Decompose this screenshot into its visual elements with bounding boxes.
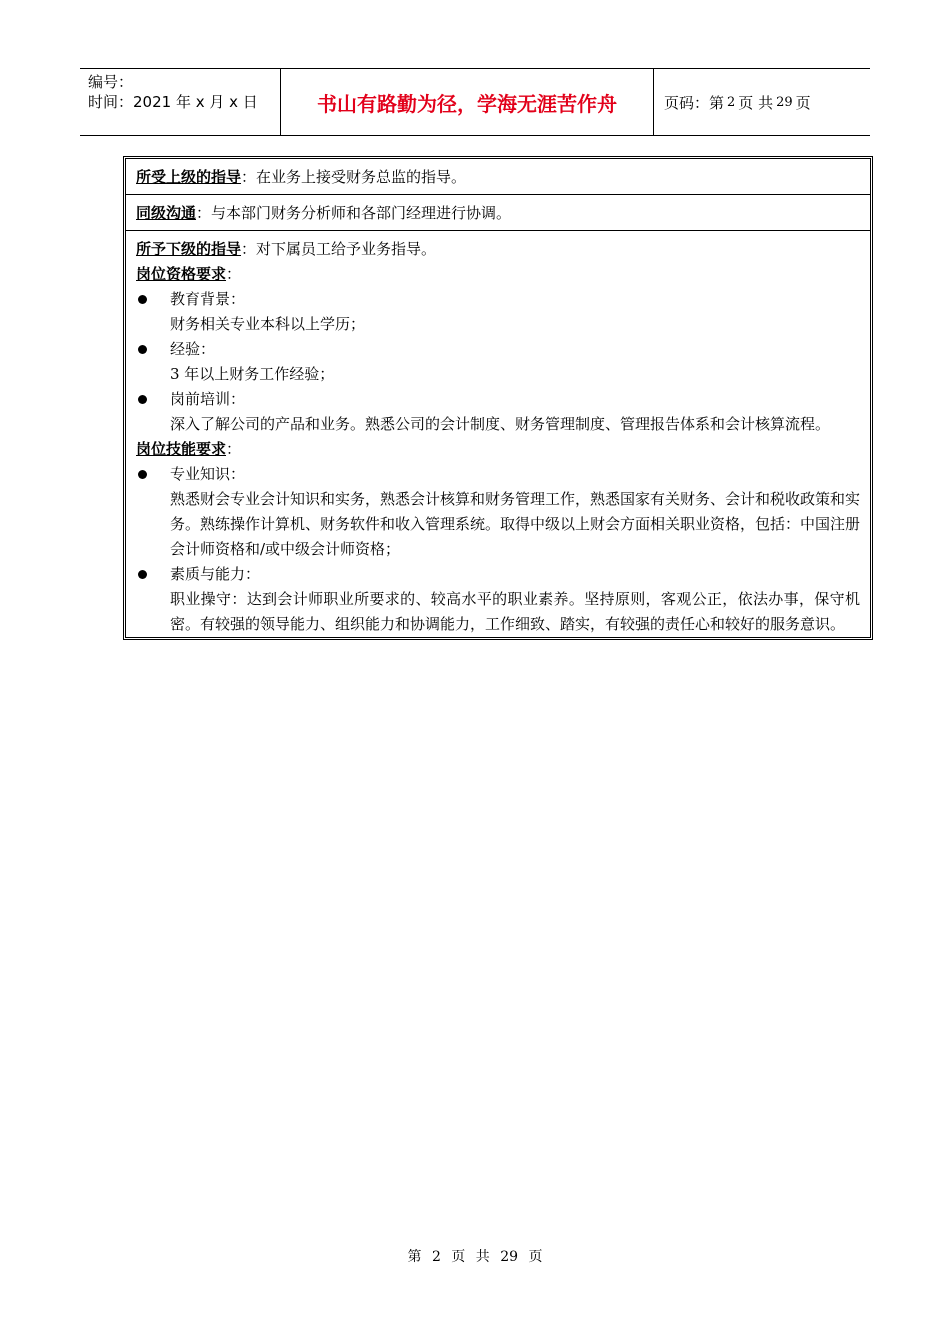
code-label: 编号： <box>88 73 134 91</box>
list-item <box>136 462 860 487</box>
page-suffix: 页 <box>795 93 811 112</box>
page-footer: 第 2 页 共 29 页 <box>407 1249 543 1265</box>
bullet-icon <box>138 470 147 479</box>
page-total: 29 <box>776 94 793 110</box>
peer-label: 同级沟通 <box>136 204 197 222</box>
list-item <box>136 337 860 362</box>
subordinate-label: 所予下级的指导 <box>136 240 242 258</box>
bullet-icon <box>138 345 147 354</box>
header-page-number <box>654 69 870 135</box>
superior-text: ：在业务上接受财务总监的指导。 <box>241 168 467 186</box>
bullet-icon <box>138 395 147 404</box>
qualification-heading: 岗位资格要求 <box>136 265 227 283</box>
header-meta <box>80 69 281 135</box>
peer-text: ：与本部门财务分析师和各部门经理进行协调。 <box>196 204 512 222</box>
bullet-icon <box>138 295 147 304</box>
job-description-table <box>123 156 873 640</box>
header-motto: 书山有路勤为径，学海无涯苦作舟 <box>281 69 654 135</box>
education-title: 教育背景： <box>170 290 246 308</box>
superior-label: 所受上级的指导 <box>136 168 242 186</box>
qualification-colon: ： <box>226 265 242 283</box>
knowledge-text: 熟悉财会专业会计知识和实务，熟悉会计核算和财务管理工作，熟悉国家有关财务、会计和税收政策和实务。熟练操作计算机、财务软件和收入管理系统。取得中级以上财会方面相关职业资格，包括：中国注册会计师资格和/或中级会计师资格； <box>170 490 861 558</box>
training-title: 岗前培训： <box>170 390 246 408</box>
skill-colon: ： <box>226 440 242 458</box>
bullet-icon <box>138 570 147 579</box>
page-mid: 页 共 <box>738 93 774 112</box>
subordinate-text: ：对下属员工给予业务指导。 <box>241 240 437 258</box>
knowledge-title: 专业知识： <box>170 465 246 483</box>
training-text: 深入了解公司的产品和业务。熟悉公司的会计制度、财务管理制度、管理报告体系和会计核算流程。 <box>170 415 831 433</box>
education-text: 财务相关专业本科以上学历； <box>170 315 366 333</box>
experience-text: 3 年以上财务工作经验； <box>170 365 335 383</box>
superior-guidance-row <box>126 159 870 195</box>
experience-title: 经验： <box>170 340 216 358</box>
list-item <box>136 387 860 412</box>
skill-heading: 岗位技能要求 <box>136 440 227 458</box>
page-header <box>80 68 870 136</box>
requirements-row <box>126 231 870 637</box>
page-current: 2 <box>727 94 736 110</box>
peer-communication-row <box>126 195 870 231</box>
ability-title: 素质与能力： <box>170 565 261 583</box>
list-item <box>136 562 860 587</box>
list-item <box>136 287 860 312</box>
ability-text: 职业操守：达到会计师职业所要求的、较高水平的职业素养。坚持原则，客观公正，依法办事，保守机密。有较强的领导能力、组织能力和协调能力，工作细致、踏实，有较强的责任心和较好的服务意识。 <box>170 590 860 633</box>
time-label: 时间：2021 年 x 月 x 日 <box>88 93 258 111</box>
page-prefix: 页码：第 <box>664 93 725 112</box>
